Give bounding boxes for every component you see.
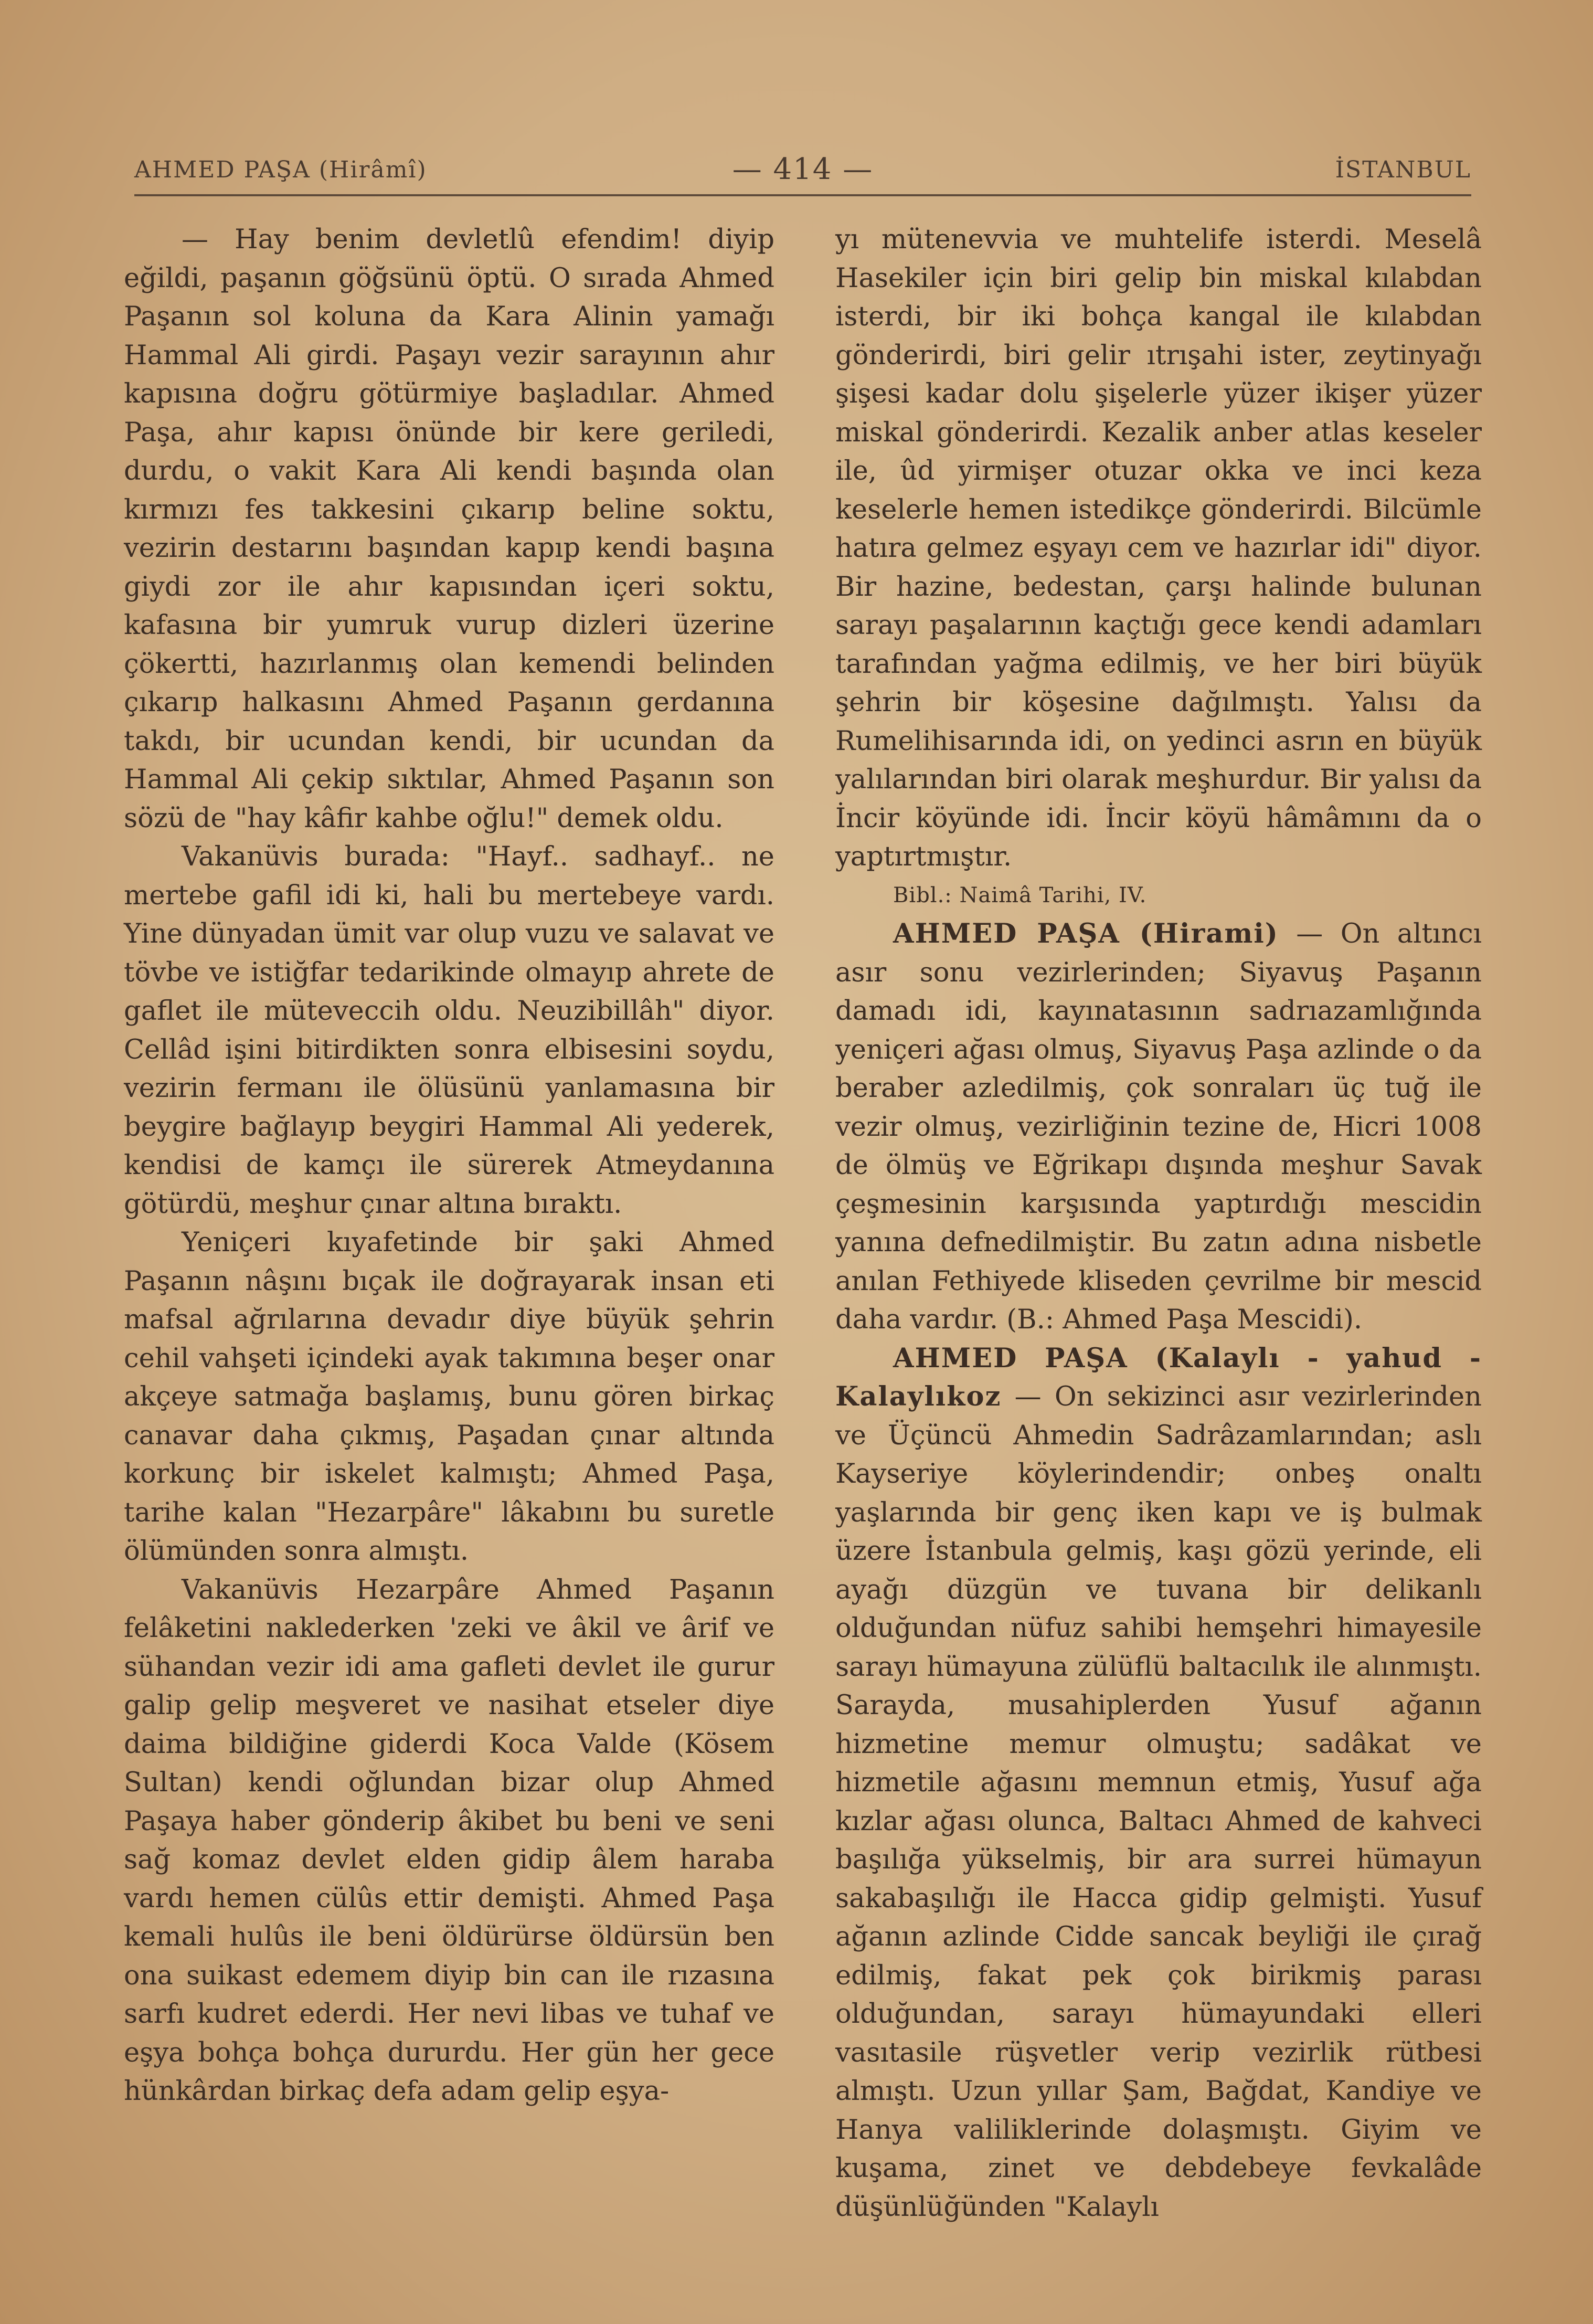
header-rule xyxy=(134,194,1471,196)
entry-text: — On sekizinci asır vezirlerinden ve Üçüncü Ahmedin Sadrâzamlarından; aslı Kayseriye köylerindendir; onbeş onaltı yaşlarında bir genç iken kapı ve iş bulmak üzere İstanbula gelmiş, kaşı gözü yerinde, eli ayağı düzgün ve tuvana bir delikanlı olduğundan nüfuz sahibi hemşehri himayesile sarayı hümayuna zülüflü baltacılık ile alınmıştı. Sarayda, musahiplerden Yusuf ağanın hizmetine memur olmuştu; sadâkat ve hizmetile ağasını memnun etmiş, Yusuf ağa kızlar ağası olunca, Baltacı Ahmed de kahveci başılığa yükselmiş, bir ara surrei hümayun sakabaşılığı ile Hacca gidip gelmişti. Yusuf ağanın azlinde Cidde sancak beyliği ile çırağ edilmiş, fakat pek çok birikmiş parası olduğundan, sarayı hümayundaki elleri vasıtasile rüşvetler verip vezirlik rütbesi almıştı. Uzun yıllar Şam, Bağdat, Kandiye ve Hanya valiliklerinde dolaşmıştı. Giyim ve kuşama, zinet ve debdebeye fevkalâde düşünlüğünden "Kalaylı xyxy=(835,1381,1482,2223)
entry-text: — On altıncı asır sonu vezirlerinden; Siyavuş Paşanın damadı idi, kayınatasının sadrıazamlığında yeniçeri ağası olmuş, Siyavuş Paşa azlinde o da beraber azledilmiş, çok sonraları üç tuğ ile vezir olmuş, vezirliğinin tezine de, Hicri 1008 de ölmüş ve Eğrikapı dışında meşhur Savak çeşmesinin karşısında yaptırdığı mescidin yanına defnedilmiştir. Bu zatın adına nisbetle anılan Fethiyede kliseden çevrilme bir mescid daha vardır. (B.: Ahmed Paşa Mescidi). xyxy=(835,918,1482,1335)
paragraph: Vakanüvis burada: "Hayf.. sadhayf.. ne mertebe gafil idi ki, hali bu mertebeye vardı. Yine dünyadan ümit var olup vuzu ve salavat ve tövbe ve istiğfar tedarikinde olmayıp ahrete de gaflet ile müteveccih oldu. Neuzibillâh" diyor. Cellâd işini bitirdikten sonra elbisesini soydu, vezirin fermanı ile ölüsünü yanlamasına bir beygire bağlayıp beygiri Hammal Ali yederek, kendisi de kamçı ile sürerek Atmeydanına götürdü, meşhur çınar altına bıraktı. xyxy=(124,841,774,1220)
paragraph: yı mütenevvia ve muhtelife isterdi. Meselâ Hasekiler için biri gelip bin miskal kılabdan isterdi, bir iki bohça kangal ile kılabdan gönderirdi, biri gelir ıtrışahi ister, zeytinyağı şişesi kadar dolu şişelerle yüzer ikişer yüzer miskal gönderirdi. Kezalik anber atlas keseler ile, ûd yirmişer otuzar okka ve inci keza keselerle hemen istedikçe gönderirdi. Bilcümle hatıra gelmez eşyayı cem ve hazırlar idi" diyor. Bir hazine, bedestan, çarşı halinde bulunan sarayı paşalarının kaçtığı gece kendi adamları tarafından yağma edilmiş, ve her biri büyük şehrin bir köşesine dağılmıştı. Yalısı da Rumelihisarında idi, on yedinci asrın en büyük yalılarından biri olarak meşhurdur. Bir yalısı da İncir köyünde idi. İncir köyü hâmâmını da o yaptırtmıştır. xyxy=(835,224,1482,872)
running-header xyxy=(134,152,1471,193)
entry-ahmed-pasa-hirami xyxy=(835,915,1482,1339)
bibliography: Bibl.: Naimâ Tarihi, IV. xyxy=(893,883,1147,907)
entry-title: AHMED PAŞA (Kalaylı - yahud - Kalaylıkoz xyxy=(835,1342,1482,1412)
header-right: İSTANBUL xyxy=(1335,156,1471,183)
right-column xyxy=(835,220,1482,2226)
paragraph: Yeniçeri kıyafetinde bir şaki Ahmed Paşanın nâşını bıçak ile doğrayarak insan eti mafsal ağrılarına devadır diye büyük şehrin cehil vahşeti içindeki ayak takımına beşer onar akçeye satmağa başlamış, bunu gören birkaç canavar daha çıkmış, Paşadan çınar altında korkunç bir iskelet kalmıştı; Ahmed Paşa, tarihe kalan "Hezarpâre" lâkabını bu suretle ölümünden sonra almıştı. xyxy=(124,1227,774,1567)
page-number: — 414 — xyxy=(732,152,874,186)
header-left: AHMED PAŞA (Hirâmî) xyxy=(134,156,427,183)
left-column xyxy=(124,220,774,2111)
paragraph: — Hay benim devletlû efendim! diyip eğildi, paşanın göğsünü öptü. O sırada Ahmed Paşanın sol koluna da Kara Alinin yamağı Hammal Ali girdi. Paşayı vezir sarayının ahır kapısına doğru götürmiye başladılar. Ahmed Paşa, ahır kapısı önünde bir kere geriledi, durdu, o vakit Kara Ali kendi başında olan kırmızı fes takkesini çıkarıp beline soktu, vezirin destarını başından kapıp kendi başına giydi zor ile ahır kapısından içeri soktu, kafasına bir yumruk vurup dizleri üzerine çökertti, hazırlanmış olan kemendi belinden çıkarıp halkasını Ahmed Paşanın gerdanına takdı, bir ucundan kendi, bir ucundan da Hammal Ali çekip sıktılar, Ahmed Paşanın son sözü de "hay kâfir kahbe oğlu!" demek oldu. xyxy=(124,224,774,834)
entry-title: AHMED PAŞA (Hirami) xyxy=(893,918,1279,949)
entry-ahmed-pasa-kalayli xyxy=(835,1339,1482,2227)
paragraph: Vakanüvis Hezarpâre Ahmed Paşanın felâketini naklederken 'zeki ve âkil ve ârif ve sühandan vezir idi ama gafleti devlet ile gurur galip gelip meşveret ve nasihat etseler diye daima bildiğine giderdi Koca Valde (Kösem Sultan) kendi oğlundan bizar olup Ahmed Paşaya haber gönderip âkibet bu beni ve seni sağ komaz devlet elden gidip âlem haraba vardı hemen cülûs ettir demişti. Ahmed Paşa kemali hulûs ile beni öldürürse öldürsün ben ona suikast edemem diyip bin can ile rızasına sarfı kudret ederdi. Her nevi libas ve tuhaf ve eşya bohça bohça dururdu. Her gün her gece hünkârdan birkaç defa adam gelip eşya- xyxy=(124,1574,774,2107)
